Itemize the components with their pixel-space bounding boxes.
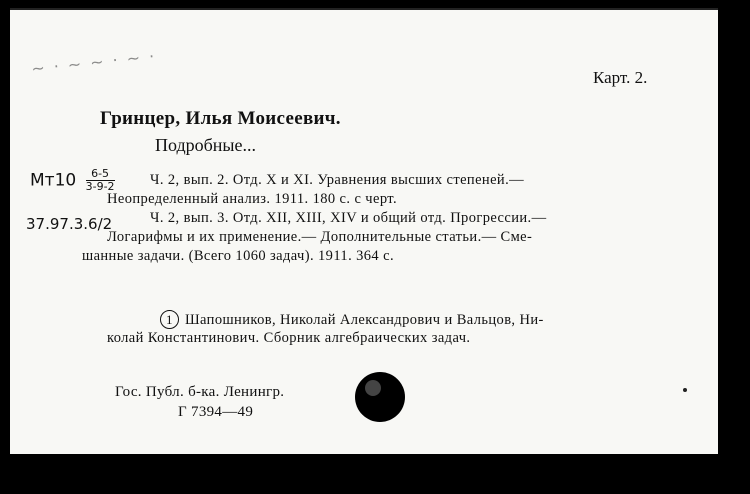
library-stamp: Гос. Публ. б-ка. Ленингр. xyxy=(115,384,285,400)
scan-border-right xyxy=(718,8,750,494)
section-line2: колай Константинович. Сборник алгебраических задач. xyxy=(107,330,471,346)
faded-handwriting: ~ · ~ ~ · ~ · xyxy=(30,46,158,79)
title-line: Подробные... xyxy=(155,135,257,155)
part1-line2: Неопределенный анализ. 1911. 180 с. с черт. xyxy=(107,191,397,207)
ink-speck xyxy=(683,388,687,392)
shelfmark-2: 37.97.3.6/2 xyxy=(26,215,113,233)
part2-line1: Ч. 2, вып. 3. Отд. XII, XIII, XIV и общий отд. Прогрессии.— xyxy=(150,210,547,226)
part2-line3: шанные задачи. (Всего 1060 задач). 1911. 364 с. xyxy=(82,248,394,264)
shelfmark-1-top: 6-5 xyxy=(86,168,115,181)
punch-hole xyxy=(355,372,405,422)
card-number: Карт. 2. xyxy=(593,68,648,87)
shelfmark-1-bottom: 3-9-2 xyxy=(85,180,115,193)
shelfmark-1-fraction xyxy=(86,168,115,193)
author-heading: Гринцер, Илья Моисеевич. xyxy=(100,108,341,129)
shelfmark-1-main: Мт10 xyxy=(30,170,77,191)
part2-line2: Логарифмы и их применение.— Дополнительные статьи.— Сме- xyxy=(107,229,533,245)
scan-border-bottom xyxy=(0,454,750,494)
inventory-number: Г 7394—49 xyxy=(178,404,254,420)
section-line1 xyxy=(160,310,544,329)
section-line1-text: Шапошников, Николай Александрович и Вальцов, Ни- xyxy=(185,312,544,328)
circled-number: 1 xyxy=(160,310,179,329)
part1-line1: Ч. 2, вып. 2. Отд. X и XI. Уравнения высших степеней.— xyxy=(150,172,524,188)
shelfmark-1 xyxy=(30,168,115,193)
catalog-card xyxy=(10,8,718,456)
